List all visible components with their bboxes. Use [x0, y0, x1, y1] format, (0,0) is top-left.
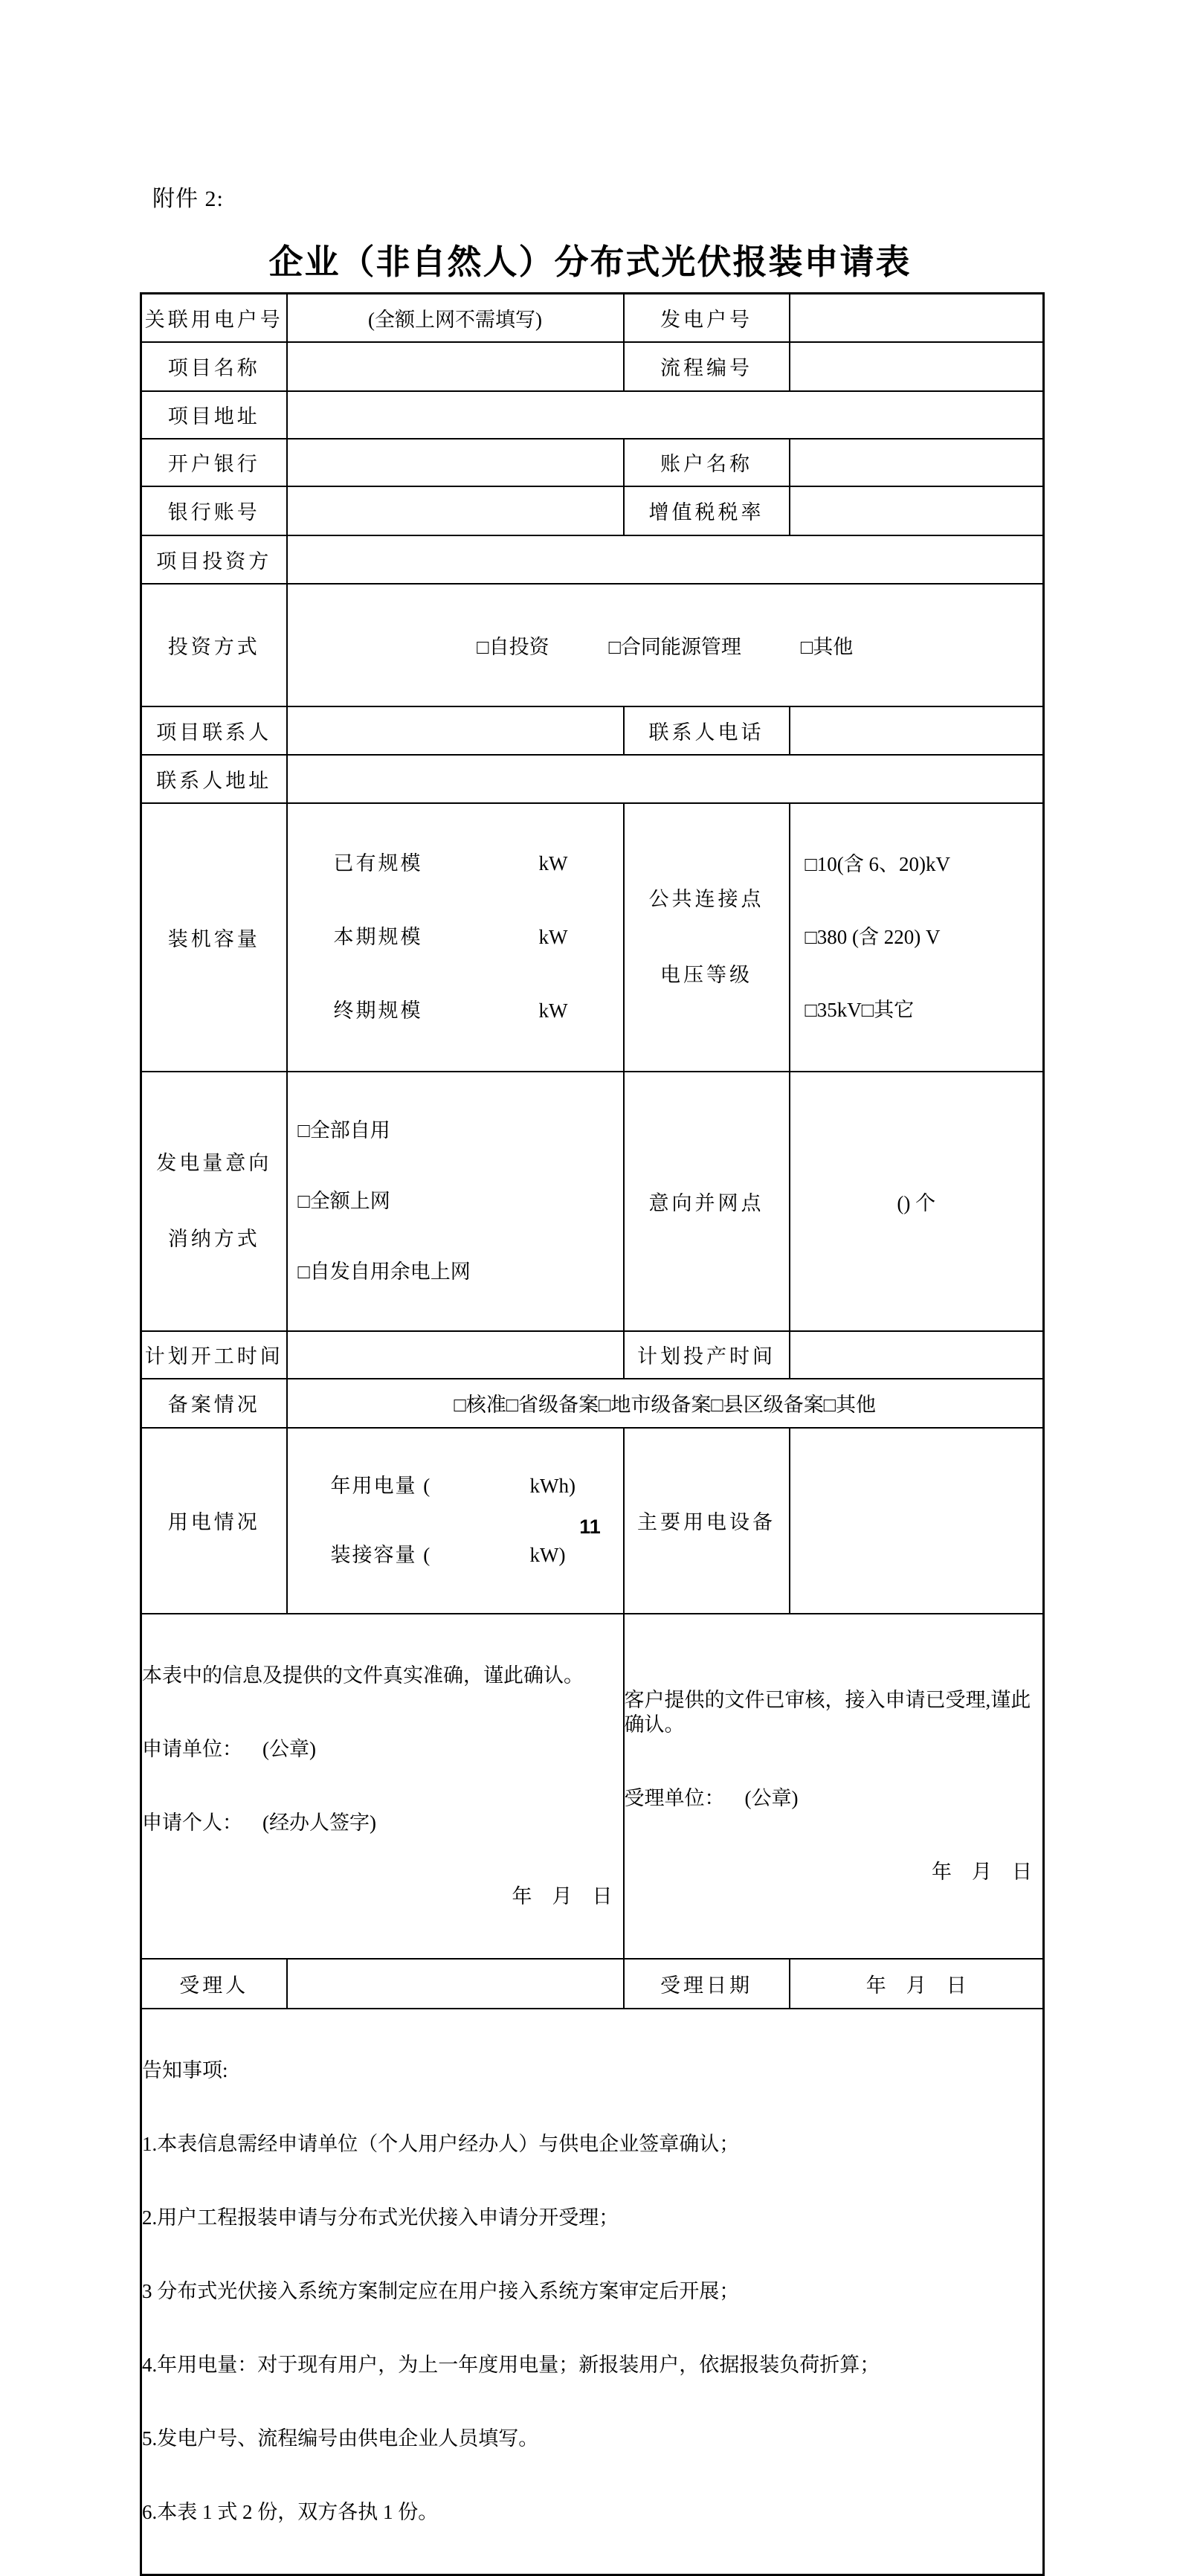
page-number: 11 [579, 1516, 601, 1538]
application-form-table [140, 292, 1045, 2576]
label-bank-account: 银行账号 [141, 486, 287, 535]
unit-kw: kW [538, 851, 568, 875]
value-vat-rate [790, 486, 1044, 535]
row-consumption-mode [141, 1072, 1044, 1331]
acceptance-date-line: 年 月 日 [932, 1860, 1032, 1883]
value-investment-mode [287, 584, 1044, 706]
note-item-3: 3 分布式光伏接入系统方案制定应在用户接入系统方案审定后开展； [142, 2279, 740, 2302]
label-vat-rate: 增值税税率 [624, 486, 790, 535]
label-planned-production-time: 计划投产时间 [624, 1331, 790, 1379]
label-project-investor: 项目投资方 [141, 535, 287, 584]
note-item-1: 1.本表信息需经申请单位（个人用户经办人）与供电企业签章确认； [142, 2132, 740, 2155]
label-contact-address: 联系人地址 [141, 755, 287, 803]
notes-title: 告知事项: [142, 2058, 228, 2081]
checkbox-option-energy-contract: □合同能源管理 [608, 635, 741, 658]
label-power-usage: 用电情况 [141, 1428, 287, 1614]
label-acceptor: 受理人 [141, 1959, 287, 2009]
checkbox-option-380v: □380 (含 220) V [805, 926, 941, 948]
row-confirmations [141, 1614, 1044, 1959]
attachment-label: 附件 2: [152, 187, 224, 211]
checkbox-option-self-use-surplus: □自发自用余电上网 [297, 1260, 471, 1283]
cell-notes [141, 2009, 1044, 2575]
row-acceptor [141, 1959, 1044, 2009]
row-filing-status [141, 1379, 1044, 1428]
label-acceptance-date: 受理日期 [624, 1959, 790, 2009]
row-linked-account [141, 294, 1044, 342]
value-acceptor [287, 1959, 624, 2009]
checkbox-option-all-self-use: □全部自用 [297, 1118, 390, 1142]
capacity-line-current: 本期规模 kW [288, 924, 623, 951]
label-filing-status: 备案情况 [141, 1379, 287, 1428]
row-project-name [141, 342, 1044, 391]
row-investment-mode [141, 584, 1044, 706]
value-contact-address [287, 755, 1044, 803]
label-process-number: 流程编号 [624, 342, 790, 391]
checkbox-option-self-investment: □自投资 [477, 635, 549, 658]
label-contact-phone: 联系人电话 [624, 706, 790, 755]
capacity-line-final: 终期规模 kW [288, 997, 623, 1025]
label-investment-mode: 投资方式 [141, 584, 287, 706]
value-project-name [287, 342, 624, 391]
label-planned-start-time: 计划开工时间 [141, 1331, 287, 1379]
cell-acceptance-confirmation [624, 1614, 1044, 1959]
row-notes [141, 2009, 1044, 2575]
value-grid-connection-point: () 个 [790, 1072, 1044, 1331]
row-investor [141, 535, 1044, 584]
value-generation-id [790, 294, 1044, 342]
value-linked-consumer-id: (全额上网不需填写) [287, 294, 624, 342]
label-main-equipment: 主要用电设备 [624, 1428, 790, 1614]
row-project-address [141, 391, 1044, 439]
cell-applicant-confirmation [141, 1614, 624, 1959]
checkbox-option-35kv-other: □35kV□其它 [805, 999, 915, 1021]
note-item-4: 4.年用电量：对于现有用户，为上一年度用电量；新报装用户，依据报装负荷折算； [142, 2353, 880, 2376]
label-project-address: 项目地址 [141, 391, 287, 439]
label-installed-capacity: 装机容量 [141, 803, 287, 1072]
value-filing-options: □核准□省级备案□地市级备案□县区级备案□其他 [287, 1379, 1044, 1428]
applicant-date: 年 月 日 [512, 1884, 613, 1907]
unit-kwh: kWh) [529, 1474, 576, 1497]
acceptance-unit-seal: 受理单位： (公章) [624, 1786, 799, 1809]
label-linked-consumer-id: 关联用电户号 [141, 294, 287, 342]
label-grid-connection-point: 意向并网点 [624, 1072, 790, 1331]
label-project-name: 项目名称 [141, 342, 287, 391]
value-bank-account [287, 486, 624, 535]
value-project-contact [287, 706, 624, 755]
checkbox-option-all-grid: □全额上网 [297, 1189, 390, 1212]
applicant-person-signature: 申请个人： (经办人签字) [142, 1811, 376, 1834]
value-planned-production-time [790, 1331, 1044, 1379]
row-contact [141, 706, 1044, 755]
acceptance-statement: 客户提供的文件已审核，接入申请已受理,谨此确认。 [624, 1688, 1031, 1736]
row-installed-capacity [141, 803, 1044, 1072]
label-account-name: 账户名称 [624, 439, 790, 486]
power-usage-line-annual: 年用电量 ( kWh) [330, 1474, 576, 1497]
value-project-address [287, 391, 1044, 439]
row-bank [141, 439, 1044, 486]
value-account-name [790, 439, 1044, 486]
value-consumption-options [287, 1072, 624, 1331]
label-generation-id: 发电户号 [624, 294, 790, 342]
label-consumption-mode: 发电量意向 消纳方式 [141, 1072, 287, 1331]
unit-kw: kW [538, 999, 568, 1022]
checkbox-option-10kv: □10(含 6、20)kV [805, 853, 951, 875]
row-schedule [141, 1331, 1044, 1379]
value-acceptance-date: 年 月 日 [790, 1959, 1044, 2009]
applicant-unit-seal: 申请单位： (公章) [142, 1737, 316, 1760]
value-contact-phone [790, 706, 1044, 755]
page-title: 企业（非自然人）分布式光伏报装申请表 [268, 242, 912, 281]
applicant-statement: 本表中的信息及提供的文件真实准确，谨此确认。 [142, 1664, 584, 1687]
value-process-number [790, 342, 1044, 391]
note-item-5: 5.发电户号、流程编号由供电企业人员填写。 [142, 2427, 539, 2450]
unit-kw: kW) [529, 1543, 566, 1566]
label-deposit-bank: 开户银行 [141, 439, 287, 486]
power-usage-line-capacity: 装接容量 ( kW) [330, 1543, 566, 1566]
unit-kw: kW [538, 925, 568, 948]
value-deposit-bank [287, 439, 624, 486]
row-contact-address [141, 755, 1044, 803]
row-bank-account [141, 486, 1044, 535]
note-item-2: 2.用户工程报装申请与分布式光伏接入申请分开受理； [142, 2206, 619, 2229]
capacity-line-existing: 已有规模 kW [288, 850, 623, 878]
value-project-investor [287, 535, 1044, 584]
value-planned-start-time [287, 1331, 624, 1379]
value-pcc-voltage-options [790, 803, 1044, 1072]
checkbox-option-other-investment: □其他 [800, 635, 854, 658]
value-installed-capacity [287, 803, 624, 1072]
note-item-6: 6.本表 1 式 2 份，双方各执 1 份。 [142, 2500, 439, 2523]
label-pcc-voltage: 公共连接点 电压等级 [624, 803, 790, 1072]
label-project-contact: 项目联系人 [141, 706, 287, 755]
